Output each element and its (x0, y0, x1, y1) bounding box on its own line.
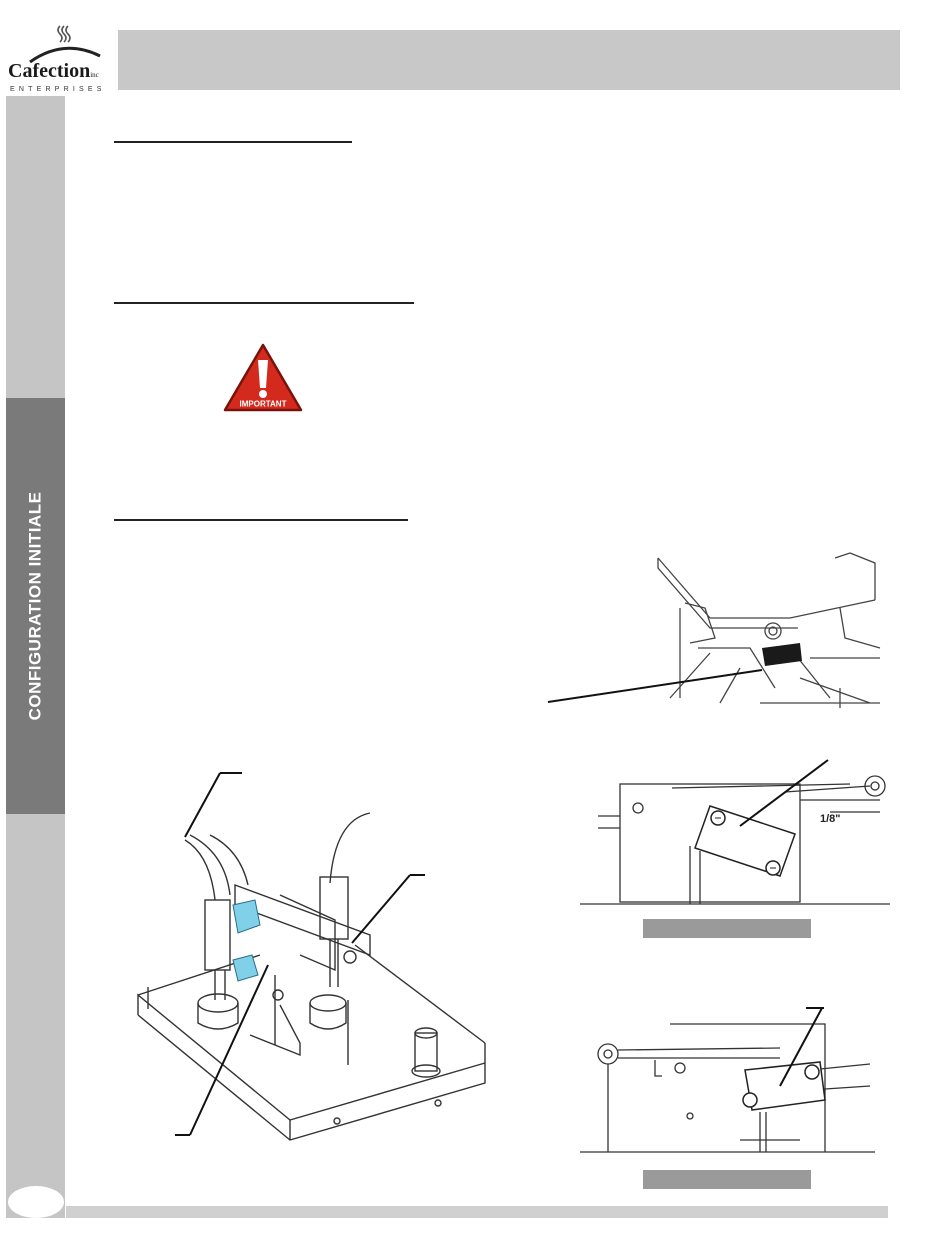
section-heading-rule-2 (114, 302, 414, 304)
switch-diagram-bottom (580, 1000, 875, 1160)
brand-name: Cafectioninc (8, 60, 99, 82)
dimension-label: 1/8" (820, 813, 841, 825)
mechanism-diagram (130, 765, 510, 1145)
warning-label: IMPORTANT (239, 399, 287, 409)
sidebar-upper (6, 96, 65, 398)
switch-diagram-top (580, 756, 890, 916)
figure-caption-bar-a (643, 919, 811, 938)
warning-icon (222, 342, 304, 414)
section-heading-rule-1 (114, 141, 352, 143)
sidebar-lower (6, 814, 65, 1218)
figure-caption-bar-b (643, 1170, 811, 1189)
section-heading-rule-3 (114, 519, 408, 521)
page-number-oval (8, 1186, 64, 1218)
header-bar (118, 30, 900, 90)
brand-suffix: inc (90, 71, 99, 79)
brand-subtitle: ENTERPRISES (10, 86, 106, 93)
dispenser-photo (540, 548, 885, 708)
footer-bar (66, 1206, 888, 1218)
sidebar-section-tab-label: CONFIGURATION INITIALE (25, 491, 45, 721)
sidebar-section-tab-label-wrap (6, 398, 65, 814)
